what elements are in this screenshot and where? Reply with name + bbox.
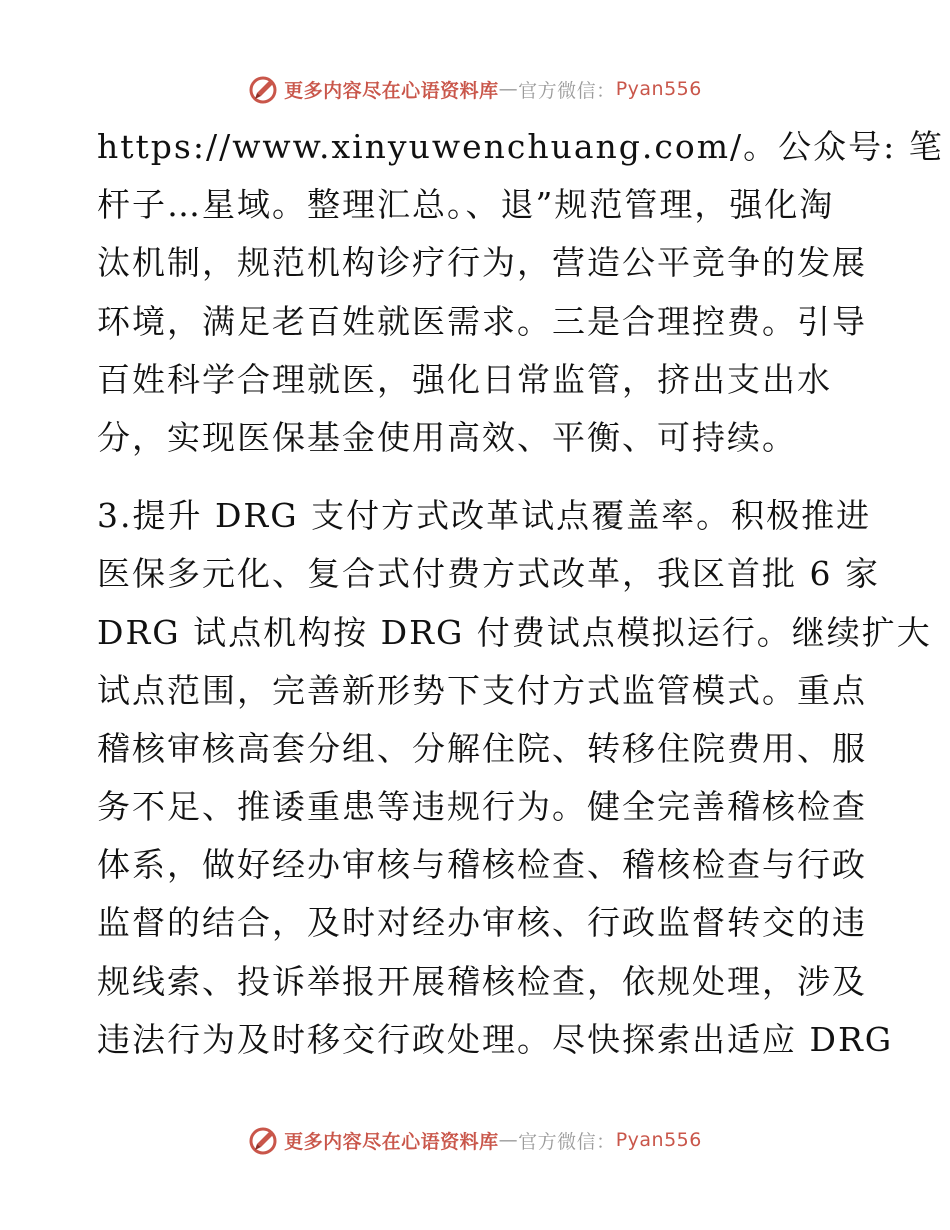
footer-watermark-banner <box>0 1123 950 1157</box>
text-line: 百姓科学合理就医，强化日常监管，挤出支出水 <box>97 359 832 399</box>
paragraph-2 <box>97 487 932 1069</box>
text-line: https://www.xinyuwenchuang.com/。公众号: 笔 <box>97 127 944 166</box>
banner-wechat-label: 官方微信： <box>518 1130 616 1153</box>
banner-separator: — <box>498 1129 519 1151</box>
text-line: 违法行为及时移交行政处理。尽快探索出适应 DRG <box>97 1019 894 1059</box>
banner-wechat-label: 官方微信： <box>518 79 616 102</box>
text-line: 监督的结合，及时对经办审核、行政监督转交的违 <box>97 903 867 943</box>
text-line: 体系，做好经办审核与稽核检查、稽核检查与行政 <box>97 845 867 885</box>
header-watermark-banner <box>0 72 950 106</box>
document-body <box>97 118 944 1069</box>
text-line: 3.提升 DRG 支付方式改革试点覆盖率。积极推进 <box>97 496 872 536</box>
text-line: 稽核审核高套分组、分解住院、转移住院费用、服 <box>97 728 867 768</box>
banner-separator: — <box>498 78 519 100</box>
banner-wechat-handle: Pyan556 <box>615 78 702 100</box>
text-line: 汰机制，规范机构诊疗行为，营造公平竞争的发展 <box>97 243 867 283</box>
brand-logo-icon <box>248 1124 280 1156</box>
paragraph-spacer <box>97 467 857 487</box>
banner-wechat-handle: Pyan556 <box>615 1129 702 1151</box>
text-line: DRG 试点机构按 DRG 付费试点模拟运行。继续扩大 <box>97 612 932 652</box>
brand-logo-icon <box>248 73 280 105</box>
text-line: 杆子…星域。整理汇总。、退”规范管理，强化淘 <box>97 185 835 225</box>
text-line: 医保多元化、复合式付费方式改革，我区首批 6 家 <box>97 554 880 594</box>
banner-brand-text: 更多内容尽在心语资料库 <box>284 79 499 102</box>
text-line: 分，实现医保基金使用高效、平衡、可持续。 <box>97 417 797 457</box>
banner-brand-text: 更多内容尽在心语资料库 <box>284 1130 499 1153</box>
text-line: 务不足、推诿重患等违规行为。健全完善稽核检查 <box>97 787 867 827</box>
text-line: 环境，满足老百姓就医需求。三是合理控费。引导 <box>97 301 867 341</box>
paragraph-1 <box>97 118 944 467</box>
text-line: 试点范围，完善新形势下支付方式监管模式。重点 <box>97 670 867 710</box>
text-line: 规线索、投诉举报开展稽核检查，依规处理，涉及 <box>97 961 867 1001</box>
